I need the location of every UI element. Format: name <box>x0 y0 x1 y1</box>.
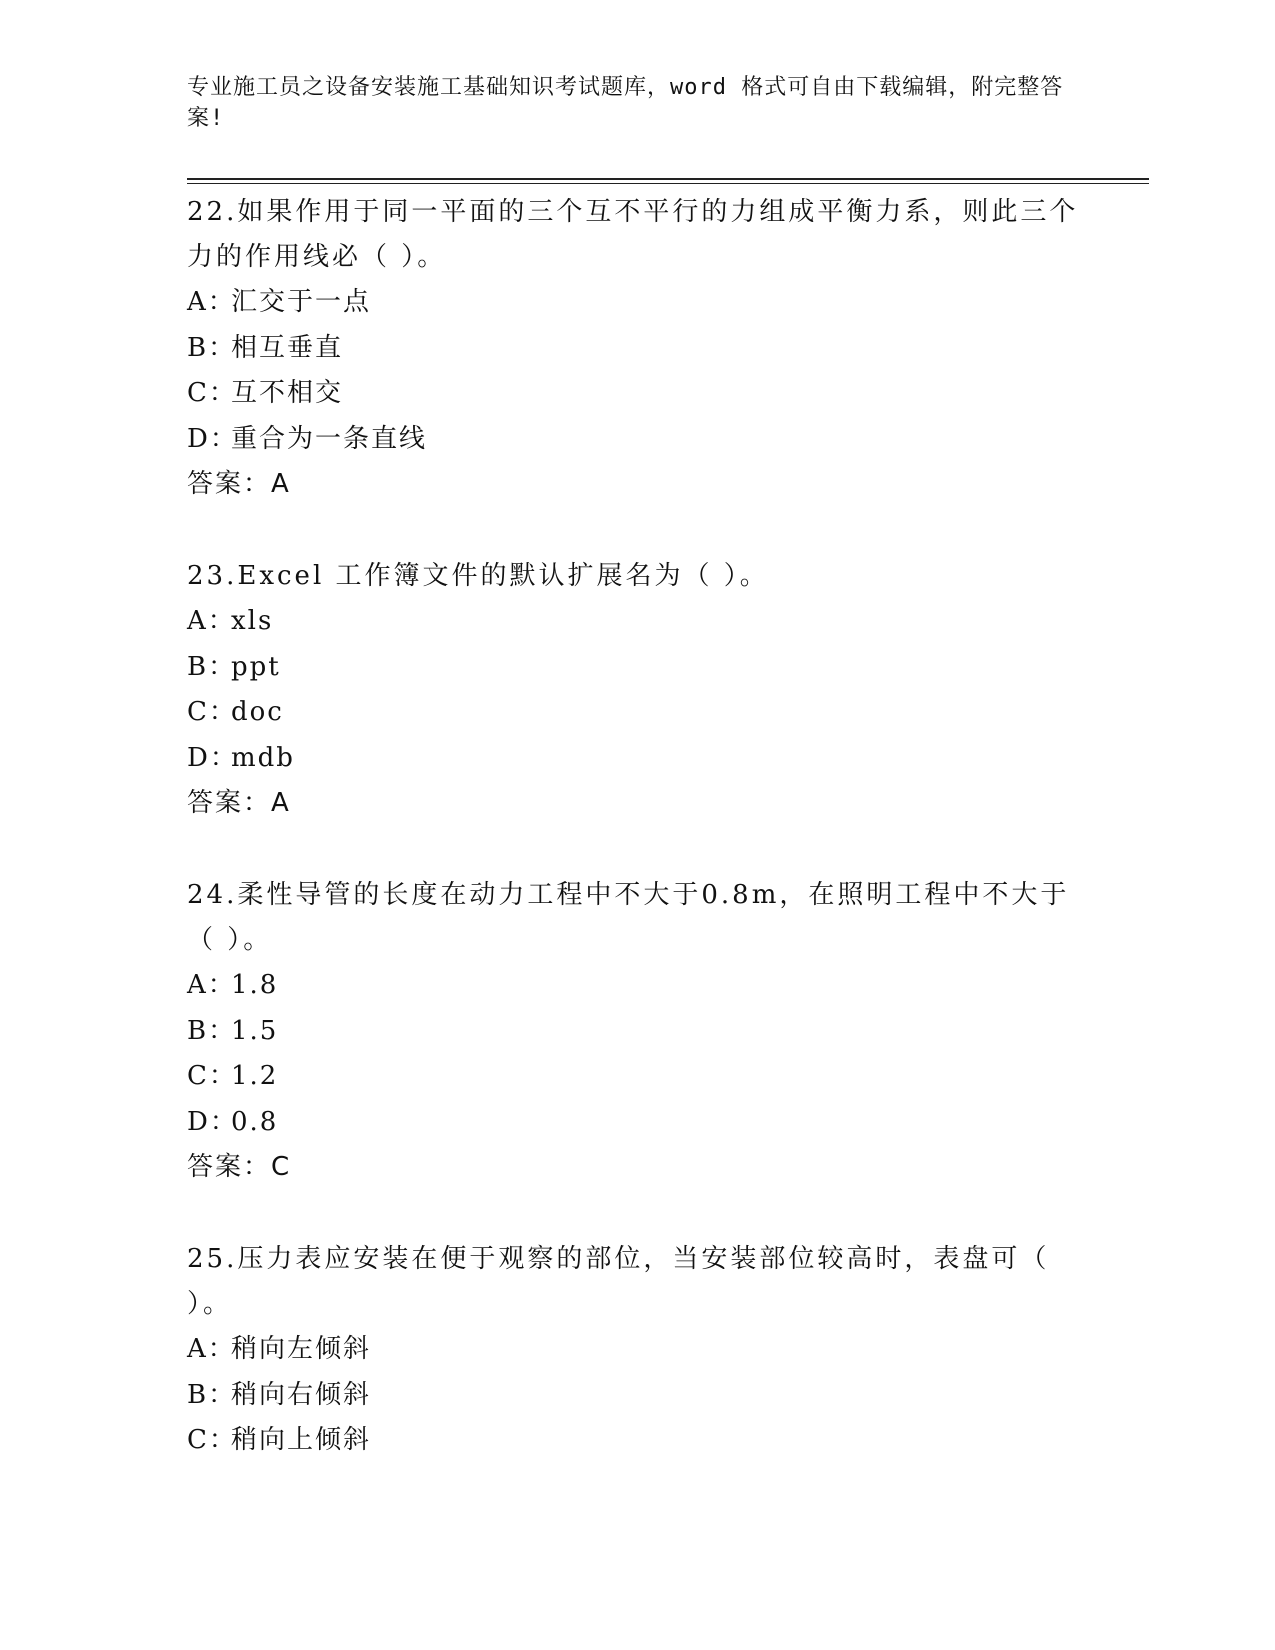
option-b <box>187 1009 1087 1055</box>
option-text: 相互垂直 <box>231 332 344 363</box>
question-22 <box>187 190 1087 507</box>
option-c <box>187 1418 1087 1464</box>
option-text: 互不相交 <box>231 378 344 408</box>
question-stem: 24.柔性导管的长度在动力工程中不大于0.8m，在照明工程中不大于（ ）。 <box>187 880 1070 955</box>
option-b <box>187 645 1087 691</box>
option-key: A： <box>187 606 236 636</box>
question-spacer <box>187 826 1087 873</box>
option-d <box>187 736 1087 782</box>
question-23 <box>187 554 1087 826</box>
option-text: 1.8 <box>231 970 279 1000</box>
option-key: B： <box>187 651 237 682</box>
option-text: 0.8 <box>231 1106 279 1137</box>
question-stem: 25.压力表应安装在便于观察的部位，当安装部位较高时，表盘可（ ）。 <box>187 1244 1050 1319</box>
option-text: 1.2 <box>231 1061 279 1091</box>
option-text: doc <box>231 697 284 727</box>
option-key: B： <box>187 332 237 363</box>
option-text: 汇交于一点 <box>231 287 372 317</box>
option-key: C： <box>187 697 237 727</box>
option-key: C： <box>187 1061 237 1091</box>
option-b <box>187 326 1087 372</box>
option-key: D： <box>187 742 238 773</box>
option-a <box>187 1327 1087 1373</box>
question-list <box>187 190 1087 1464</box>
option-b <box>187 1373 1087 1419</box>
answer-label: 答案：A <box>187 788 291 818</box>
question-25 <box>187 1237 1087 1464</box>
answer-label: 答案：A <box>187 469 291 499</box>
option-text: 1.5 <box>231 1015 279 1046</box>
option-key: B： <box>187 1379 237 1410</box>
option-c <box>187 690 1087 736</box>
option-text: xls <box>231 606 274 636</box>
question-stem: 22.如果作用于同一平面的三个互不平行的力组成平衡力系，则此三个力的作用线必（ ）。 <box>187 197 1079 272</box>
option-key: A： <box>187 970 236 1000</box>
option-key: C： <box>187 378 237 408</box>
option-key: D： <box>187 423 238 454</box>
option-c <box>187 1054 1087 1100</box>
question-spacer <box>187 507 1087 554</box>
option-text: 稍向左倾斜 <box>231 1334 372 1364</box>
option-a <box>187 280 1087 326</box>
question-spacer <box>187 1190 1087 1237</box>
option-d <box>187 417 1087 463</box>
option-d <box>187 1100 1087 1146</box>
option-key: B： <box>187 1015 237 1046</box>
option-text: mdb <box>231 742 295 773</box>
option-text: 稍向上倾斜 <box>231 1425 372 1455</box>
option-key: A： <box>187 1334 236 1364</box>
question-stem: 23.Excel 工作簿文件的默认扩展名为（ ）。 <box>187 561 769 591</box>
option-key: D： <box>187 1106 238 1137</box>
document-header-title: 专业施工员之设备安装施工基础知识考试题库，word 格式可自由下载编辑，附完整答案! <box>187 75 1064 131</box>
option-text: ppt <box>231 651 281 682</box>
option-c <box>187 371 1087 417</box>
option-a <box>187 963 1087 1009</box>
option-text: 稍向右倾斜 <box>231 1379 372 1410</box>
option-a <box>187 599 1087 645</box>
answer-label: 答案：C <box>187 1152 292 1182</box>
header-divider-thick <box>187 178 1149 180</box>
option-key: A： <box>187 287 236 317</box>
question-24 <box>187 873 1087 1190</box>
option-key: C： <box>187 1425 237 1455</box>
header-divider-thin <box>187 183 1149 184</box>
option-text: 重合为一条直线 <box>231 423 428 454</box>
